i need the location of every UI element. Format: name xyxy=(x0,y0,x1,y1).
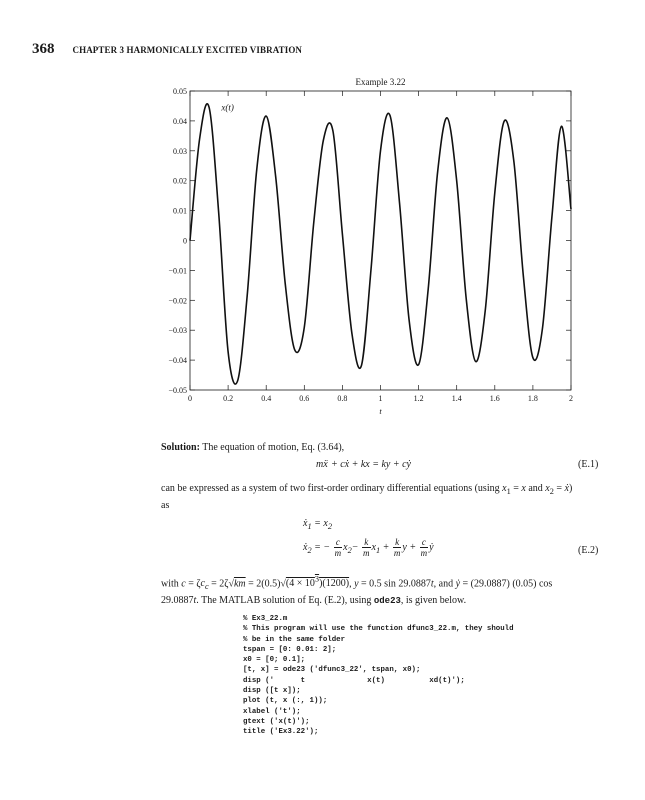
curve-annotation: x(t) xyxy=(221,102,234,113)
data-point xyxy=(380,150,381,151)
data-point xyxy=(437,171,438,172)
data-point xyxy=(447,117,448,118)
y-tick-label: −0.04 xyxy=(168,356,187,366)
code-line: plot (t, x (:, 1)); xyxy=(243,697,328,706)
data-point xyxy=(551,216,552,217)
data-point xyxy=(228,351,229,352)
y-tick-label: −0.03 xyxy=(168,326,187,336)
data-point xyxy=(399,203,400,204)
x-tick-label: 1.4 xyxy=(451,394,462,403)
data-point xyxy=(485,310,486,311)
data-point xyxy=(428,289,429,290)
data-point xyxy=(504,120,505,121)
data-point xyxy=(342,234,343,235)
y-tick-label: 0.04 xyxy=(173,116,187,126)
y-tick-label: −0.05 xyxy=(168,386,187,395)
data-point xyxy=(209,107,210,108)
x-tick-label: 1.8 xyxy=(527,394,538,403)
x-tick-label: 0.4 xyxy=(261,394,272,403)
data-point xyxy=(361,365,362,366)
matlab-sentence-end: , is given below. xyxy=(400,595,467,607)
code-line: gtext ('x(t)'); xyxy=(243,717,310,726)
paragraph-system-text: can be expressed as a system of two first-order ordinary differential equations (using xyxy=(161,483,500,494)
x-tick-label: 1.6 xyxy=(489,394,500,403)
data-point xyxy=(370,269,371,270)
code-line: title ('Ex3.22'); xyxy=(243,728,319,737)
data-point xyxy=(494,192,495,193)
data-point xyxy=(466,298,467,299)
x-tick-label: 2 xyxy=(569,394,573,403)
data-point xyxy=(571,209,572,210)
y-tick-label: 0.01 xyxy=(173,206,187,216)
data-point xyxy=(304,327,305,328)
data-point xyxy=(256,170,257,171)
data-point xyxy=(190,240,191,241)
equation-e1-label: (E.1) xyxy=(578,459,599,470)
y-tick-label: −0.02 xyxy=(168,296,187,306)
x-tick-label: 1 xyxy=(378,394,383,403)
solution-lead: Solution: xyxy=(161,442,200,453)
data-point xyxy=(390,115,391,116)
data-point xyxy=(351,333,352,334)
data-point xyxy=(332,130,333,131)
data-point xyxy=(294,349,295,350)
x-tick-label: 0.6 xyxy=(299,394,310,403)
page-number: 368 xyxy=(32,41,55,57)
y-tick-label: 0.02 xyxy=(173,176,187,186)
data-point xyxy=(513,161,514,162)
matlab-code xyxy=(243,614,514,738)
data-point xyxy=(418,364,419,365)
x-tick-label: 0.2 xyxy=(223,394,234,403)
y-tick-label: −0.01 xyxy=(168,266,187,276)
code-line: % Ex3_22.m xyxy=(243,615,288,623)
plot-frame xyxy=(190,91,571,390)
code-line: xlabel ('t'); xyxy=(243,707,301,716)
y-tick-label: 0.05 xyxy=(173,87,187,96)
x-tick-label: 0 xyxy=(188,394,192,403)
x-axis-label: t xyxy=(379,406,382,416)
code-line: % This program will use the function dfunc3_22.m, they should xyxy=(243,625,514,634)
paragraph-system: can be expressed as a system of two first-order ordinary differential equations (using $x_1 = x$ and $x_2$ = ẋ) as xyxy=(161,483,573,511)
y-tick-label: 0 xyxy=(183,236,187,246)
paragraph-parameters: with $c = \zeta c_c = 2\zeta√km = 2(0.5)√(4 \times 10^3)(1200)$, y = 0.5 sin 29.0887t, and ẏ = (29.0887) (0.05) cos 29.0887t. The MATLAB solution of Eq. (E.2), using ode23, is given below. xyxy=(161,575,553,607)
series-line xyxy=(190,104,571,384)
matlab-sentence: The MATLAB solution of Eq. (E.2), using xyxy=(201,595,372,607)
code-line: disp (' t x(t) xd(t)'); xyxy=(243,676,465,685)
solution-paragraph xyxy=(161,441,344,455)
code-line: x0 = [0; 0.1]; xyxy=(243,656,306,665)
data-point xyxy=(523,276,524,277)
code-line: disp ([t x]); xyxy=(243,687,301,696)
data-point xyxy=(266,116,267,117)
x-tick-label: 0.8 xyxy=(337,394,348,403)
code-line: tspan = [0: 0.01: 2]; xyxy=(243,645,337,654)
data-point xyxy=(323,140,324,141)
data-point xyxy=(218,211,219,212)
data-point xyxy=(247,296,248,297)
ode23-word: ode23 xyxy=(373,596,401,607)
equation-e1: mẍ + cẋ + kx = ky + cẏ xyxy=(316,459,411,470)
data-point xyxy=(237,380,238,381)
data-point xyxy=(542,328,543,329)
data-point xyxy=(275,177,276,178)
data-point xyxy=(199,139,200,140)
code-line: [t, x] = ode23 ('dfunc3_22', tspan, x0); xyxy=(243,666,421,675)
data-point xyxy=(456,181,457,182)
data-point xyxy=(475,361,476,362)
x-tick-label: 1.2 xyxy=(413,394,424,403)
data-point xyxy=(409,319,410,320)
y-tick-label: 0.03 xyxy=(173,146,187,156)
equation-e2-label: (E.2) xyxy=(578,545,599,556)
chart-title: Example 3.22 xyxy=(355,77,406,87)
data-point xyxy=(561,126,562,127)
data-point xyxy=(532,357,533,358)
solution-text: The equation of motion, Eq. (3.64), xyxy=(202,442,345,453)
code-line: % be in the same folder xyxy=(243,635,346,644)
chapter-title: CHAPTER 3 HARMONICALLY EXCITED VIBRATION xyxy=(72,45,303,55)
equation-e2-line1: ẋ$_1$ = $x_2$ xyxy=(303,518,332,531)
data-point xyxy=(285,283,286,284)
data-point xyxy=(313,221,314,222)
equation-e2-line2: ẋ$_2$ = − $\frac{c}{m}$ $x_2-$ $\frac{k}{m}$ $x_1$ + $\frac{k}{m}$ y + $\frac{c}{m}$ ẏ xyxy=(303,537,434,558)
